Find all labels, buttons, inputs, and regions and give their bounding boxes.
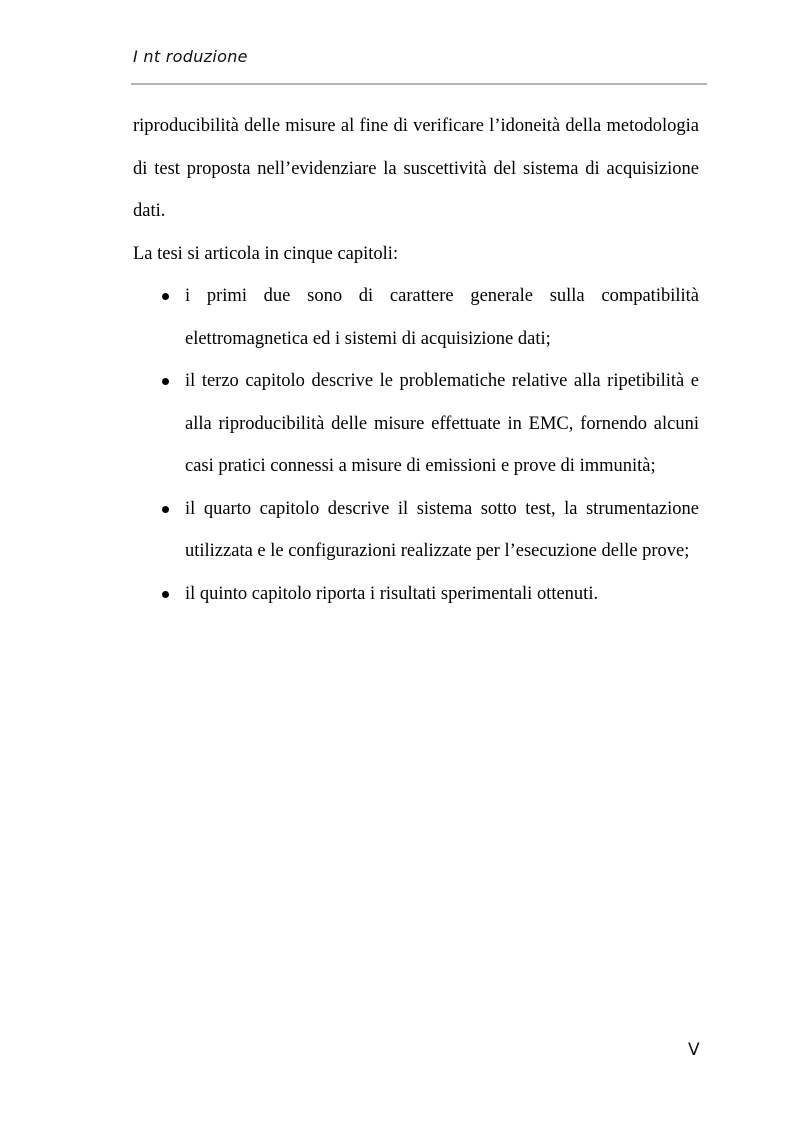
bullet-icon <box>162 378 169 385</box>
running-header: I nt roduzione <box>133 47 248 66</box>
bullet-icon <box>162 293 169 300</box>
list-item-text: i primi due sono di carattere generale sulla compatibilità elettromagnetica ed i sistemi di acquisizione dati; <box>185 286 699 349</box>
list-item <box>133 488 699 573</box>
page-number: V <box>688 1040 700 1060</box>
chapter-list <box>133 275 699 615</box>
list-item <box>133 360 699 488</box>
paragraph-thesis-structure: La tesi si articola in cinque capitoli: <box>133 243 399 264</box>
paragraph-intro-continuation: riproducibilità delle misure al fine di verificare l’idoneità della metodologia di test proposta nell’evidenziare la suscettività del sistema di acquisizione dati. <box>133 116 699 221</box>
bullet-icon <box>162 591 169 598</box>
bullet-icon <box>162 506 169 513</box>
page-body <box>133 105 699 615</box>
list-item <box>133 573 699 616</box>
list-item-text: il quarto capitolo descrive il sistema sotto test, la strumentazione utilizzata e le configurazioni realizzate per l’esecuzione delle prove; <box>185 498 699 561</box>
list-item-text: il quinto capitolo riporta i risultati sperimentali ottenuti. <box>185 583 599 604</box>
header-rule <box>131 83 707 85</box>
list-item-text: il terzo capitolo descrive le problematiche relative alla ripetibilità e alla riproducibilità delle misure effettuate in EMC, fornendo alcuni casi pratici connessi a misure di emissioni e prove di immunità; <box>185 371 699 476</box>
list-item <box>133 275 699 360</box>
